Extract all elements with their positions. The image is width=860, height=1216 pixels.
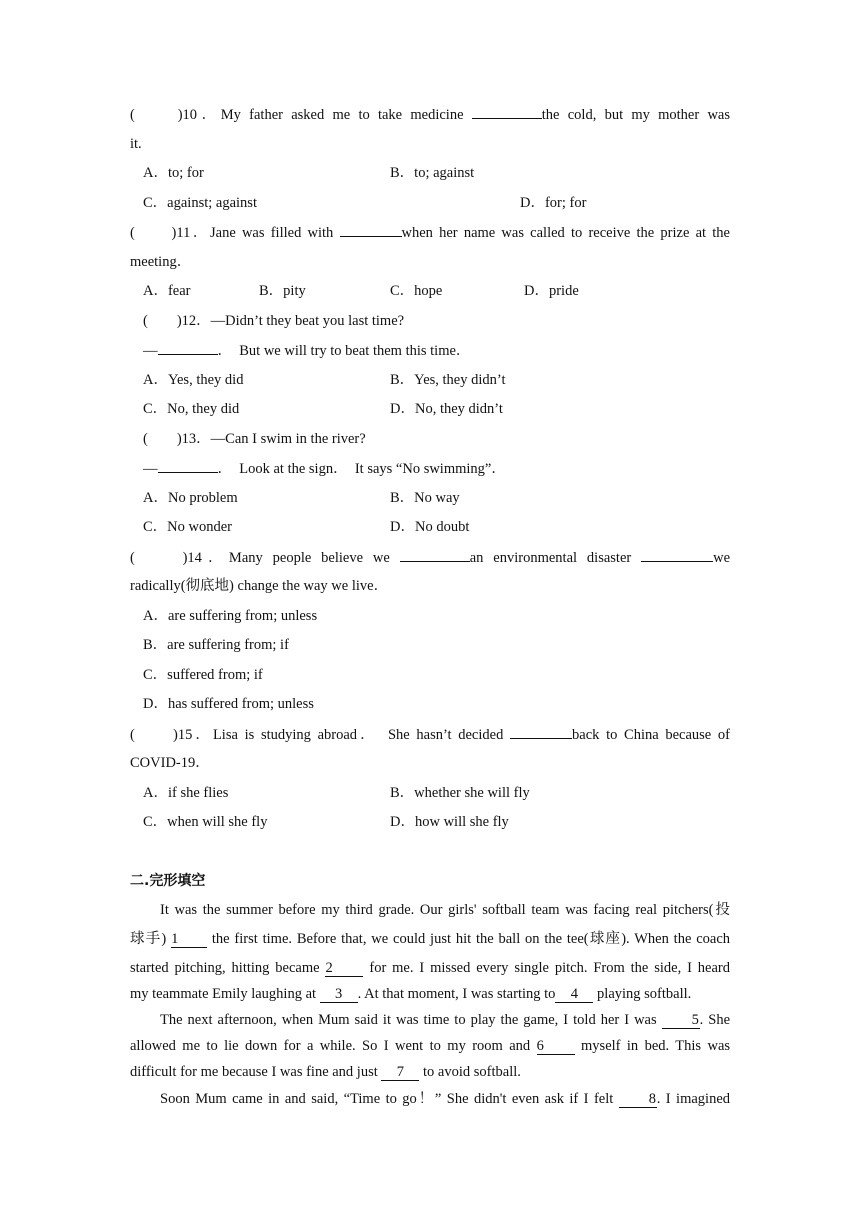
blank-5: 5 — [662, 1013, 700, 1029]
q11-continuation: meeting． — [130, 254, 192, 270]
q10-option-b[interactable]: B．to; against — [390, 165, 475, 181]
passage-p1-line3 — [130, 958, 730, 978]
q14-end: we — [713, 550, 731, 566]
q12-answer-line — [143, 340, 743, 361]
question-12-stem: ( )12．—Didn’t they beat you last time? — [143, 313, 405, 329]
q10-option-c[interactable]: C．against; against — [143, 195, 257, 211]
passage-p2-line1 — [130, 1010, 730, 1030]
q14-blank-1 — [400, 547, 470, 562]
q12-blank — [158, 340, 218, 355]
q13-answer-text: ． Look at the sign． It says “No swimming”． — [217, 461, 506, 477]
passage-p3-line1 — [130, 1089, 730, 1109]
q13-option-c[interactable]: C．No wonder — [143, 519, 233, 535]
blank-7: 7 — [381, 1065, 419, 1081]
q11-blank — [340, 222, 402, 237]
q15-blank — [510, 724, 572, 739]
p2-text: to avoid softball. — [423, 1064, 521, 1080]
question-10-stem — [130, 104, 730, 125]
p1-text: started pitching, hitting became — [130, 960, 320, 976]
q13-answer-line — [143, 458, 743, 479]
q15-option-c[interactable]: C．when will she fly — [143, 814, 268, 830]
p1-text: 球手) — [130, 931, 167, 947]
q11-option-a[interactable]: A．fear — [143, 283, 191, 299]
q14-prefix: ( )14．Many people believe we — [130, 550, 390, 566]
passage-p2-line2 — [130, 1036, 730, 1056]
q14-blank-2 — [641, 547, 713, 562]
passage-p1-line2 — [130, 929, 730, 949]
p2-text: myself in bed. This was — [581, 1038, 731, 1054]
q15-option-a[interactable]: A．if she flies — [143, 785, 229, 801]
passage-p1-line1: It was the summer before my third grade. Our girls' softball team was facing real pitchers(投 — [160, 902, 730, 918]
q15-option-d[interactable]: D．how will she fly — [390, 814, 509, 830]
p1-text: . At that moment, I was starting to — [357, 986, 556, 1002]
q13-option-b[interactable]: B．No way — [390, 490, 460, 506]
q10-continuation: it. — [130, 136, 142, 152]
question-14-stem — [130, 547, 730, 568]
blank-6: 6 — [537, 1039, 575, 1055]
q12-option-b[interactable]: B．Yes, they didn’t — [390, 372, 506, 388]
blank-2: 2 — [325, 961, 363, 977]
q15-mid: back to China because of — [572, 727, 730, 743]
q15-option-b[interactable]: B．whether she will fly — [390, 785, 530, 801]
question-13-stem: ( )13．—Can I swim in the river? — [143, 431, 366, 447]
question-15-stem — [130, 724, 730, 745]
section-2-title: 二.完形填空 — [130, 873, 206, 889]
q13-option-a[interactable]: A．No problem — [143, 490, 238, 506]
q12-option-d[interactable]: D．No, they didn’t — [390, 401, 503, 417]
blank-1: 1 — [171, 932, 207, 948]
blank-8: 8 — [619, 1092, 657, 1108]
q11-option-d[interactable]: D．pride — [524, 283, 579, 299]
p2-text: . She — [699, 1012, 731, 1028]
q10-prefix: ( )10．My father asked me to take medicine — [130, 107, 464, 123]
p3-text: . I imagined — [656, 1091, 730, 1107]
q11-option-c[interactable]: C．hope — [390, 283, 443, 299]
q10-option-a[interactable]: A．to; for — [143, 165, 204, 181]
q14-option-b[interactable]: B．are suffering from; if — [143, 637, 289, 653]
blank-4: 4 — [555, 987, 593, 1003]
p2-text: allowed me to lie down for a while. So I went to my room and — [130, 1038, 531, 1054]
question-11-stem — [130, 222, 730, 243]
p3-text: Soon Mum came in and said, “Time to go！” She didn't even ask if I felt — [160, 1091, 614, 1107]
q12-option-a[interactable]: A．Yes, they did — [143, 372, 244, 388]
q15-prefix: ( )15．Lisa is studying abroad． She hasn’t decided — [130, 727, 504, 743]
q10-mid: the cold, but my mother was — [541, 107, 730, 123]
q13-option-d[interactable]: D．No doubt — [390, 519, 470, 535]
p2-text: difficult for me because I was fine and just — [130, 1064, 378, 1080]
p2-text: The next afternoon, when Mum said it was time to play the game, I told her I was — [160, 1012, 657, 1028]
q10-option-d[interactable]: D．for; for — [520, 195, 587, 211]
q14-option-a[interactable]: A．are suffering from; unless — [143, 608, 318, 624]
p1-text: the first time. Before that, we could just hit the ball on the tee(球座). When the coach — [211, 931, 731, 947]
q11-mid: when her name was called to receive the prize at the — [401, 225, 730, 241]
q11-option-b[interactable]: B．pity — [259, 283, 306, 299]
q14-option-d[interactable]: D．has suffered from; unless — [143, 696, 314, 712]
q11-prefix: ( )11．Jane was filled with — [130, 225, 334, 241]
p1-text: my teammate Emily laughing at — [130, 986, 317, 1002]
blank-3: 3 — [320, 987, 358, 1003]
q14-option-c[interactable]: C．suffered from; if — [143, 667, 263, 683]
q13-blank — [158, 458, 218, 473]
q12-answer-text: ． But we will try to beat them this time． — [217, 343, 471, 359]
q14-continuation: radically(彻底地) change the way we live． — [130, 578, 389, 594]
q15-continuation: COVID-19． — [130, 755, 210, 771]
p1-text: for me. I missed every single pitch. From the side, I heard — [369, 960, 731, 976]
passage-p1-line4 — [130, 984, 730, 1004]
q14-mid: an environmental disaster — [469, 550, 632, 566]
q10-blank — [472, 104, 542, 119]
q12-option-c[interactable]: C．No, they did — [143, 401, 240, 417]
p1-text: playing softball. — [597, 986, 692, 1002]
q12-dash: — — [143, 343, 158, 359]
q13-dash: — — [143, 461, 158, 477]
passage-p2-line3 — [130, 1062, 730, 1082]
